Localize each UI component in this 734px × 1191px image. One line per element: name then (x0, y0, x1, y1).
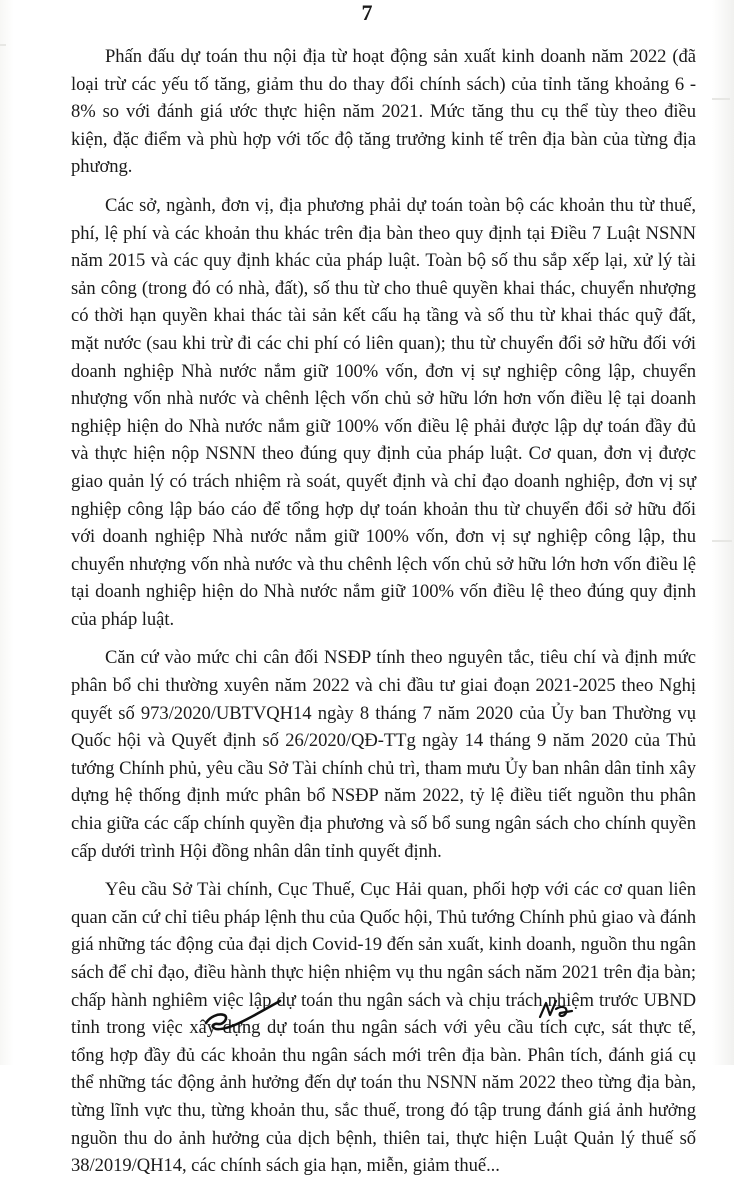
handwritten-initial-left (196, 987, 288, 1035)
scan-mark (712, 98, 730, 100)
paragraph-revenue-target: Phấn đấu dự toán thu nội địa từ hoạt động sản xuất kinh doanh năm 2022 (đã loại trừ các yếu tố tăng, giảm thu do thay đổi chính sách) của tỉnh tăng khoảng 6 - 8% so với đánh giá ước thực hiện năm 2021. Mức tăng thu cụ thể tùy theo điều kiện, đặc điểm và phù hợp với tốc độ tăng trưởng kinh tế trên địa bàn của từng địa phương. (71, 46, 696, 178)
paragraph-revenue-scope: Các sở, ngành, đơn vị, địa phương phải dự toán toàn bộ các khoản thu từ thuế, phí, lệ phí và các khoản thu khác trên địa bàn theo quy định tại Điều 7 Luật NSNN năm 2015 và các quy định khác của pháp luật. Toàn bộ số thu sắp xếp lại, xử lý tài sản công (trong đó có nhà, đất), số thu từ cho thuê quyền khai thác, chuyển nhượng có thời hạn quyền khai thác tài sản kết cấu hạ tầng và số thu từ khai thác quỹ đất, mặt nước (sau khi trừ đi các chi phí có liên quan); thu từ chuyển đổi sở hữu đối với doanh nghiệp Nhà nước nắm giữ 100% vốn, đơn vị sự nghiệp công lập, chuyển nhượng vốn nhà nước và chênh lệch vốn chủ sở hữu lớn hơn vốn điều lệ tại doanh nghiệp hiện do Nhà nước nắm giữ 100% vốn điều lệ phải được lập dự toán đầy đủ và thực hiện nộp NSNN theo đúng quy định của pháp luật. Cơ quan, đơn vị được giao quản lý có trách nhiệm rà soát, quyết định và chỉ đạo doanh nghiệp, đơn vị sự nghiệp công lập báo cáo để tổng hợp dự toán khoản thu từ chuyển đổi sở hữu đối với doanh nghiệp Nhà nước nắm giữ 100% vốn, đơn vị sự nghiệp công lập, thu chuyển nhượng vốn nhà nước và thu chênh lệch vốn chủ sở hữu lớn hơn vốn điều lệ tại doanh nghiệp hiện do Nhà nước nắm giữ 100% vốn điều lệ theo đúng quy định của pháp luật. (71, 194, 696, 630)
scan-mark (0, 44, 6, 46)
page-number: 7 (361, 0, 373, 25)
scan-mark (712, 540, 732, 542)
handwritten-initial-right (536, 995, 576, 1025)
paragraph-spending-norms: Căn cứ vào mức chi cân đối NSĐP tính theo nguyên tắc, tiêu chí và định mức phân bổ chi thường xuyên năm 2022 và chi đầu tư giai đoạn 2021-2025 theo Nghị quyết số 973/2020/UBTVQH14 ngày 8 tháng 7 năm 2020 của Ủy ban Thường vụ Quốc hội và Quyết định số 26/2020/QĐ-TTg ngày 14 tháng 9 năm 2020 của Thủ tướng Chính phủ, yêu cầu Sở Tài chính chủ trì, tham mưu Ủy ban nhân dân tỉnh xây dựng hệ thống định mức phân bổ NSĐP năm 2022, tỷ lệ điều tiết nguồn thu phân chia giữa các cấp chính quyền địa phương và số bổ sung ngân sách cho chính quyền cấp dưới trình Hội đồng nhân dân tỉnh quyết định. (71, 647, 696, 862)
initials-area (0, 985, 734, 1045)
paragraph-agency-requirements: Yêu cầu Sở Tài chính, Cục Thuế, Cục Hải quan, phối hợp với các cơ quan liên quan căn cứ chỉ tiêu pháp lệnh thu của Quốc hội, Thủ tướng Chính phủ giao và đánh giá những tác động của đại dịch Covid-19 đến sản xuất, kinh doanh, nguồn thu ngân sách để chỉ đạo, điều hành thực hiện nhiệm vụ thu ngân sách năm 2021 trên địa bàn; chấp hành nghiêm việc lập dự toán thu ngân sách và chịu trách nhiệm trước UBND tỉnh trong việc xây dựng dự toán thu ngân sách với yêu cầu tích cực, sát thực tế, tổng hợp đầy đủ các khoản thu ngân sách mới trên địa bàn. Phân tích, đánh giá cụ thể những tác động ảnh hưởng đến dự toán thu NSNN năm 2022 theo từng địa bàn, từng lĩnh vực thu, từng khoản thu, sắc thuế, trong đó tập trung đánh giá ảnh hưởng nguồn thu do ảnh hưởng của dịch bệnh, thiên tai, thực hiện Luật Quản lý thuế số 38/2019/QH14, các chính sách gia hạn, miễn, giảm thuế... (71, 879, 696, 1177)
